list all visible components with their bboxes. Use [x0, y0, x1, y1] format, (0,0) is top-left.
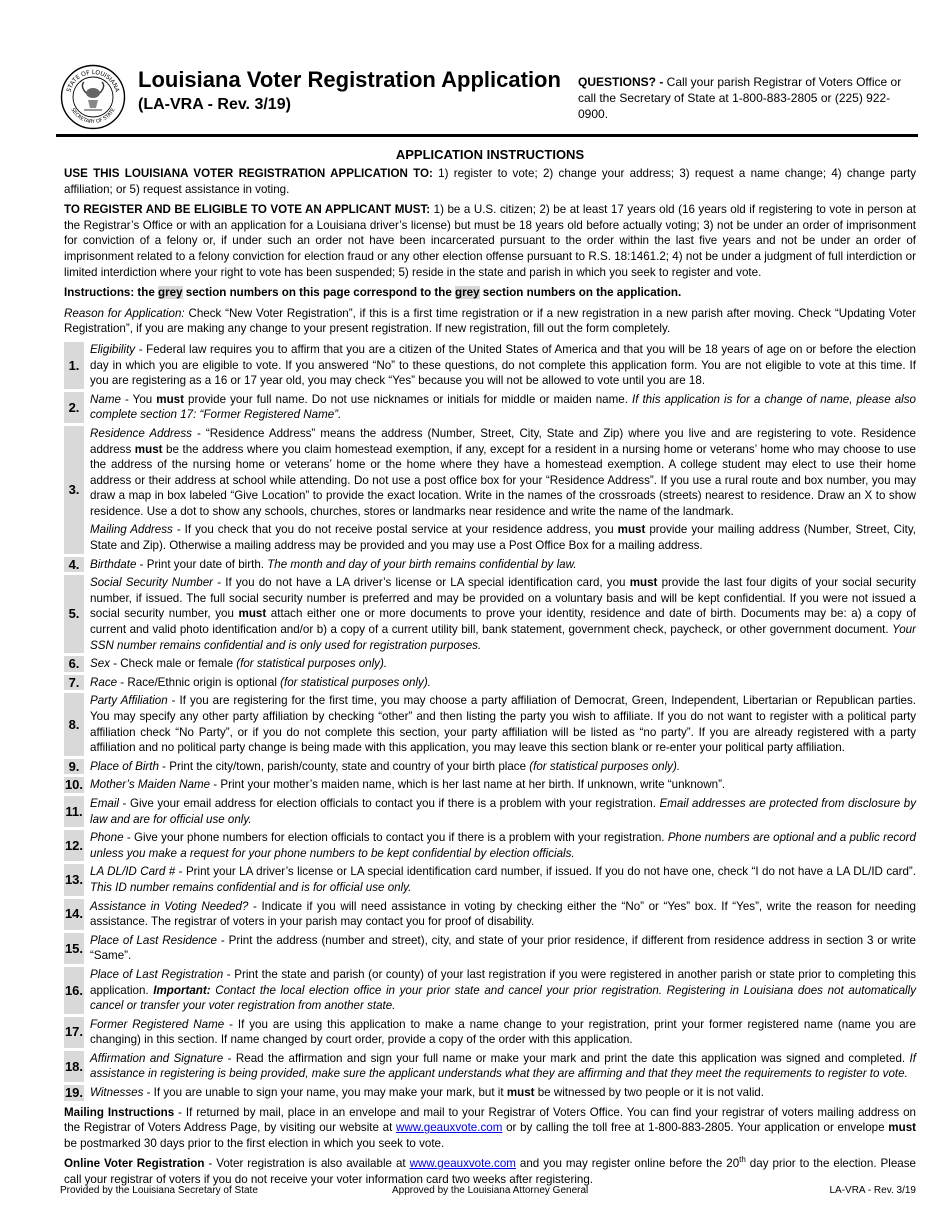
section-number: 13.: [64, 864, 84, 895]
section-8: 8. Party Affiliation - If you are registering for the first time, you may choose a party affiliation of Democrat, Green, Independent, Libertarian or Republican parties. You may specify any other party affiliation by checking “other” and then listing the party you wish to affiliate. If you do not want to register with a political party affiliation check “No Party”, or if you do not complete this section, your party affiliation will be listed as “no party”. If you are already registered with a party affiliation and no political party change is being made with this application, you may leave this section blank or re-enter your political party affiliation.: [64, 693, 916, 755]
section-number: 17.: [64, 1017, 84, 1048]
svg-text:SECRETARY OF STATE: SECRETARY OF STATE: [69, 107, 117, 126]
section-3: 3. Residence Address - “Residence Address” means the address (Number, Street, City, State and Zip) where you live and are registering to vote. Residence address must be the address where you claim homestead exemption, if any, except for a resident in a nursing home or veterans’ home who may choose to use the address of the nursing home or veterans’ home or the home where they have a homestead exemption. A college student may elect to use their home address or their address at school while attending. Do not use a post office box for your “Residence Address”. If you use a rural route and box number, you may draw a map in box labeled “Give Location” to provide the exact location. Write in the names of the crossroads (streets) nearest to residence. Draw an X to show residence. Use a dot to show any schools, churches, stores or landmarks near residence and write the name of the landmark. Mailing Address - If you check that you do not receive postal service at your residence address, you must provide your mailing address (Number, Street, City, State and Zip). Otherwise a mailing address may be provided and you may use a Post Office Box for a mailing address.: [64, 426, 916, 554]
section-19: 19. Witnesses - If you are unable to sign your name, you may make your mark, but it must be witnessed by two people or it is not valid.: [64, 1085, 764, 1101]
footer-revision: LA-VRA - Rev. 3/19: [829, 1185, 916, 1196]
section-6: 6. Sex - Check male or female (for statistical purposes only).: [64, 656, 916, 672]
section-18: 18. Affirmation and Signature - Read the affirmation and sign your full name or make your mark and print the date this application was signed and completed. If assistance in registering is being provided, make sure the applicant understands what they are affirming and that they meet the requirements to register to vote.: [64, 1051, 916, 1081]
form-revision: (LA-VRA - Rev. 3/19): [138, 96, 291, 113]
svg-text:STATE OF LOUISIANA: STATE OF LOUISIANA: [65, 68, 121, 93]
state-seal-logo: [60, 64, 126, 130]
instructions-heading: APPLICATION INSTRUCTIONS: [395, 147, 585, 162]
header: [60, 64, 920, 134]
section-10: 10. Mother’s Maiden Name - Print your mother’s maiden name, which is her last name at her birth. If unknown, write “unknown”.: [64, 777, 726, 793]
section-number: 16.: [64, 967, 84, 1014]
section-number: 10.: [64, 777, 84, 793]
reason-paragraph: Reason for Application: Check “New Voter Registration”, if this is a first time registration or if a new registration in a new parish after moving. Check “Updating Voter Registration”, if you are making any change to your present registration. If new registration, fill out the form completely.: [64, 306, 916, 336]
section-9: 9. Place of Birth - Print the city/town, parish/county, state and country of your birth place (for statistical purposes only).: [64, 759, 916, 775]
mailing-instructions: Mailing Instructions - If returned by mail, place in an envelope and mail to your Registrar of Voters Office. You can find your registrar of voters mailing address on the Registrar of Voters Address Page, by visiting our website at www.geauxvote.com or by calling the toll free at 1-800-883-2805. Your application or envelope must be postmarked 30 days prior to the first election in which you seek to vote.: [64, 1105, 916, 1150]
use-paragraph: USE THIS LOUISIANA VOTER REGISTRATION APPLICATION TO: 1) register to vote; 2) change your address; 3) request a name change; 4) change party affiliation; or 5) request assistance in voting.: [64, 167, 916, 196]
section-number: 18.: [64, 1051, 84, 1082]
section-number: 19.: [64, 1085, 84, 1101]
footer-provided-by: Provided by the Louisiana Secretary of State: [60, 1185, 258, 1196]
section-number: 12.: [64, 830, 84, 861]
geauxvote-link[interactable]: www.geauxvote.com: [396, 1121, 503, 1135]
section-number: 4.: [64, 557, 84, 573]
section-number: 2.: [64, 392, 84, 423]
online-registration: Online Voter Registration - Voter registration is also available at www.geauxvote.com and you may register online before the 20th day prior to the election. Please call your registrar of voters if you do not receive your voter information card two weeks after registering.: [64, 1155, 916, 1187]
section-number: 1.: [64, 342, 84, 389]
section-number: 9.: [64, 759, 84, 775]
section-4: 4. Birthdate - Print your date of birth. The month and day of your birth remains confidential by law.: [64, 557, 916, 573]
section-11: 11. Email - Give your email address for election officials to contact you if there is a problem with your registration. Email addresses are protected from disclosure by law and are for official use only.: [65, 796, 917, 826]
section-2: 2. Name - You must provide your full name. Do not use nicknames or initials for middle or maiden name. If this application is for a change of name, please also complete section 17: “Former Registered Name”.: [64, 392, 916, 423]
questions-text: Call your parish Registrar of Voters Office or call the Secretary of State at 1-800-883-2805 or (225) 922-0900.: [578, 75, 902, 121]
eligibility-requirements: TO REGISTER AND BE ELIGIBLE TO VOTE AN APPLICANT MUST: 1) be a U.S. citizen; 2) be at least 17 years old (16 years old if registering to vote in person at the Registrar’s Office or with an application for a Louisiana driver’s license) but must be 18 years old before actually voting; 3) not be under an order of imprisonment for conviction of a felony or, if under such an order not have been incarcerated pursuant to the order within the last five years and not be under an order of imprisonment related to a felony conviction for election fraud or any other election offense pursuant to R.S. 18:1461.2; 4) not be under a judgment of full interdiction or limited interdiction where your right to vote has been suspended; 5) reside in the state and parish in which you seek to register and vote.: [64, 203, 916, 279]
section-7: 7. Race - Race/Ethnic origin is optional (for statistical purposes only).: [64, 675, 916, 691]
header-divider: [56, 134, 918, 137]
reason-label: Reason for Application:: [64, 306, 185, 320]
section-number: 11.: [64, 796, 84, 827]
grey-note: Instructions: the grey section numbers on this page correspond to the grey section numbers on the application.: [64, 286, 682, 300]
section-5: 5. Social Security Number - If you do not have a LA driver’s license or LA special identification card, you must provide the last four digits of your social security number, if issued. The full social security number is preferred and may be provided on a voluntary basis and will be kept confidential. If you were not issued a social security number, you must attach either one or more documents to prove your identity, residence and date of birth. Documents may be: a) a copy of current and valid photo identification and/or b) a copy of a current utility bill, bank statement, government check, paycheck, or other government document. Your SSN number remains confidential and is only used for registration purposes.: [64, 575, 916, 653]
eligible-label: TO REGISTER AND BE ELIGIBLE TO VOTE AN APPLICANT MUST:: [64, 203, 431, 217]
section-number: 15.: [64, 933, 84, 964]
use-label: USE THIS LOUISIANA VOTER REGISTRATION APPLICATION TO:: [64, 167, 433, 180]
section-12: 12. Phone - Give your phone numbers for election officials to contact you if there is a problem with your registration. Phone numbers are optional and a public record unless you make a request for your phone numbers to be kept confidential by election officials.: [64, 831, 916, 860]
section-13: 13. LA DL/ID Card # - Print your LA driver’s license or LA special identification card number, if issued. If you do not have one, check “I do not have a LA DL/ID card”. This ID number remains confidential and is for official use only.: [64, 865, 916, 894]
section-number: 14.: [64, 899, 84, 930]
section-number: 7.: [64, 675, 84, 691]
section-14: 14. Assistance in Voting Needed? - Indicate if you will need assistance in voting by checking either the “No” or “Yes” box. If “Yes”, write the reason for needing assistance. The registrar of voters in your parish may contact you for proof of disability.: [64, 899, 916, 929]
section-17: 17. Former Registered Name - If you are using this application to make a name change to your registration, print your former registered name (name you are changing) in this section. If name changed by court order, provide a copy of the order with this application.: [64, 1017, 916, 1047]
page-title: Louisiana Voter Registration Application: [138, 67, 561, 92]
section-number: 3.: [64, 426, 84, 554]
questions-label: QUESTIONS? -: [578, 75, 664, 89]
section-number: 6.: [64, 656, 84, 672]
geauxvote-online-link[interactable]: www.geauxvote.com: [409, 1157, 516, 1171]
footer-approved-by: Approved by the Louisiana Attorney General: [392, 1185, 589, 1196]
section-1: 1. Eligibility - Federal law requires you to affirm that you are a citizen of the United States of America and that you will be 18 years of age on or before the election day in which you are eligible to vote. If you answered “No” to these questions, do not complete this application form. You are not eligible to vote at this time. If you are registering as a 16 or 17 year old, you may check “Yes” because you will not be allowed to vote until you are 18.: [64, 342, 916, 389]
instructions-content: [64, 146, 916, 1193]
section-15: 15. Place of Last Residence - Print the address (number and street), city, and state of your prior residence, if different from residence address in section 3 or write “Same”.: [64, 933, 916, 963]
section-number: 8.: [64, 693, 84, 755]
section-number: 5.: [64, 575, 84, 653]
section-16: 16. Place of Last Registration - Print the state and parish (or county) of your last registration if you were registered in another parish or state prior to completing this application. Important: Contact the local election office in your prior state and cancel your prior registration. Registering in Louisiana does not automatically cancel or transfer your voter registration from another state.: [64, 967, 917, 1013]
questions-contact: [578, 74, 918, 122]
